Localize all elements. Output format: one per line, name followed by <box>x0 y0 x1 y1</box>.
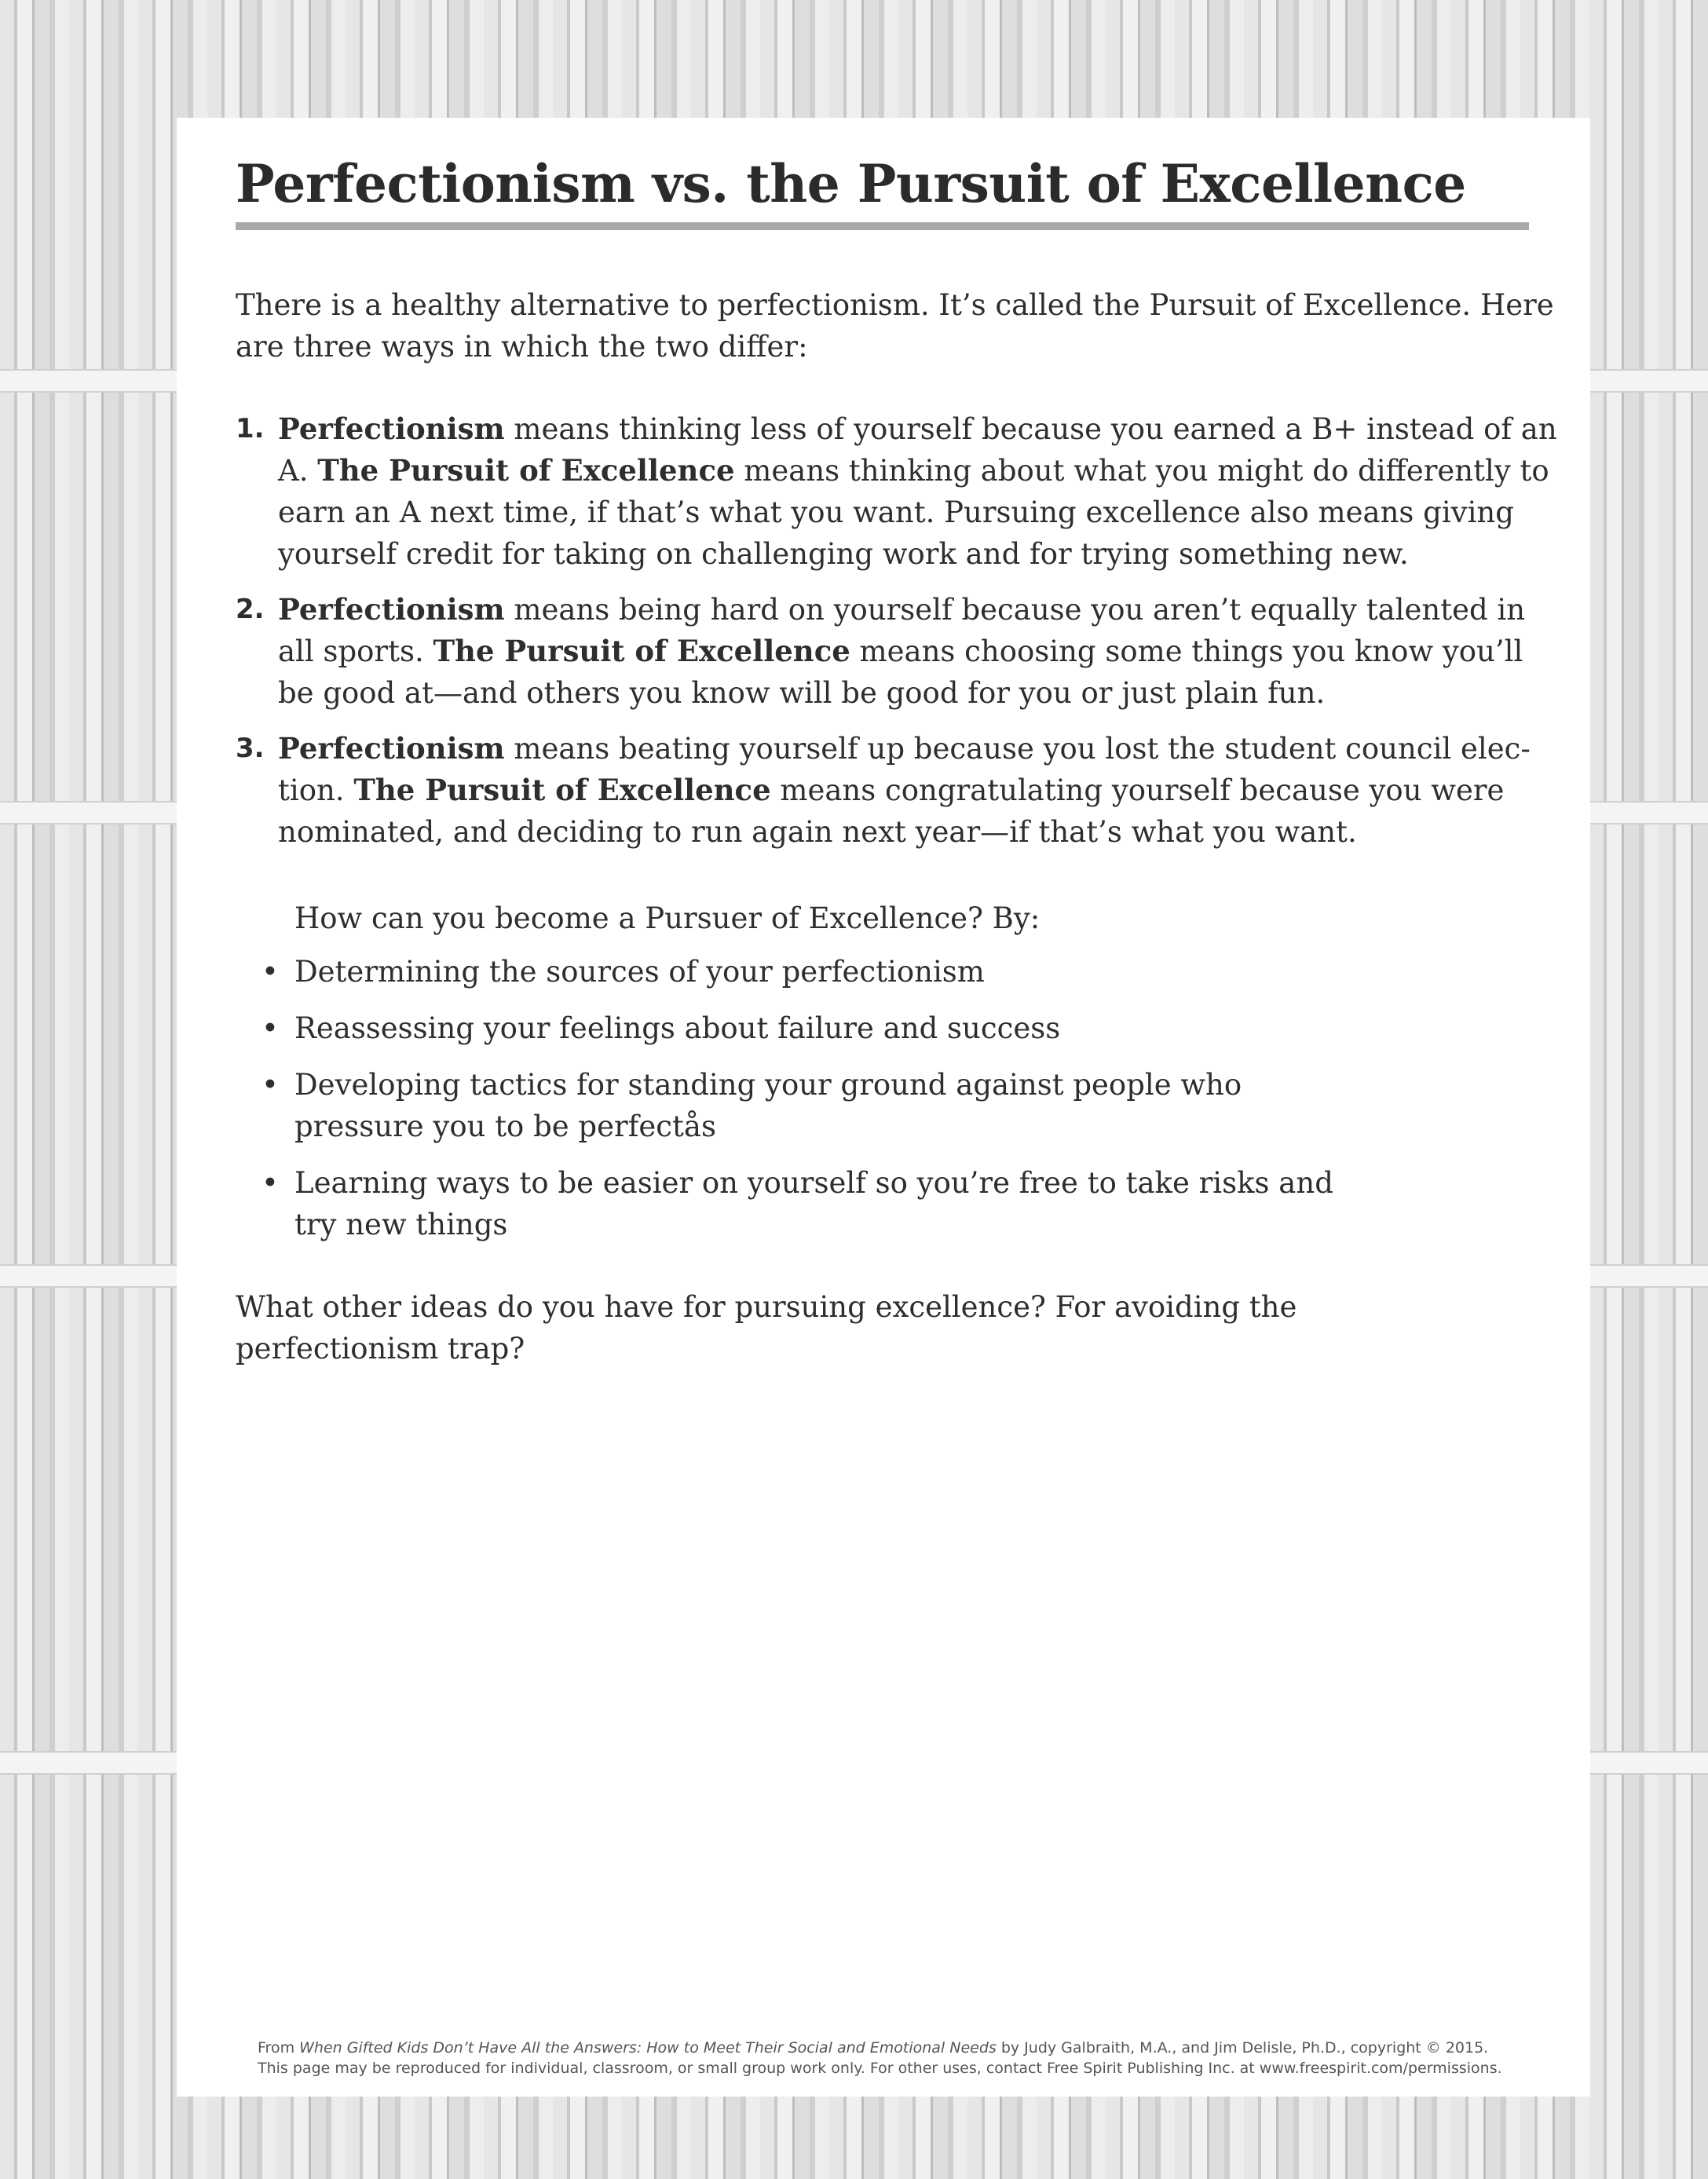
item-text: means being hard on yourself because you aren’t equally talented in all sports. <box>278 593 1526 668</box>
footer-from: From <box>258 2039 300 2057</box>
comparison-list <box>236 408 1563 867</box>
item-text: means thinking about what you might do differently to earn an A next time, if that’s what you want. Pursuing excellence also means giving yourself credit for taking on challenging work and for trying something new. <box>278 454 1549 571</box>
list-item <box>236 728 1563 853</box>
title-underline <box>236 222 1529 230</box>
list-item <box>236 589 1563 714</box>
list-item <box>262 1064 1361 1147</box>
item-text: means choosing some things you know you’ll be good at—and others you know will be good for you or just plain fun. <box>278 634 1523 710</box>
term-perfectionism: Perfectionism <box>278 411 505 446</box>
item-text: means beating yourself up because you lost the student council elec-tion. <box>278 732 1531 807</box>
list-number: 1. <box>236 413 265 444</box>
bullet-icon: • <box>262 1011 279 1045</box>
footer-credit: by Judy Galbraith, M.A., and Jim Delisle, Ph.D., copyright © 2015. <box>996 2039 1489 2057</box>
term-pursuit-of-excellence: The Pursuit of Excellence <box>353 773 771 807</box>
term-pursuit-of-excellence: The Pursuit of Excellence <box>433 634 850 668</box>
bullet-list <box>262 951 1361 1260</box>
term-perfectionism: Perfectionism <box>278 592 505 627</box>
bullet-text: Learning ways to be easier on yourself so you’re free to take risks and try new things <box>294 1166 1333 1241</box>
worksheet-page <box>177 118 1590 2097</box>
bullet-icon: • <box>262 1166 279 1200</box>
closing-paragraph: What other ideas do you have for pursuing excellence? For avoiding the perfectionism trap? <box>236 1290 1297 1366</box>
question-text: How can you become a Pursuer of Excellence? By: <box>294 901 1041 935</box>
list-number: 2. <box>236 594 265 625</box>
footer-credit-line <box>258 2038 1561 2058</box>
bullet-text: Reassessing your feelings about failure and success <box>294 1011 1061 1045</box>
term-pursuit-of-excellence: The Pursuit of Excellence <box>317 453 735 488</box>
list-item <box>236 408 1563 575</box>
page-title: Perfectionism vs. the Pursuit of Excellence <box>236 153 1466 214</box>
bullet-text: Developing tactics for standing your ground against people who pressure you to be perfectås <box>294 1068 1242 1143</box>
item-text: means congratulating yourself because you were nominated, and deciding to run again next year—if that’s what you want. <box>278 773 1505 849</box>
term-perfectionism: Perfectionism <box>278 731 505 766</box>
list-number: 3. <box>236 733 265 764</box>
book-title: When Gifted Kids Don’t Have All the Answers: How to Meet Their Social and Emotional Needs <box>299 2039 997 2057</box>
bullet-text: Determining the sources of your perfectionism <box>294 955 985 989</box>
bullet-icon: • <box>262 1068 279 1102</box>
bullet-icon: • <box>262 955 279 989</box>
list-item <box>262 951 1361 993</box>
intro-paragraph: There is a healthy alternative to perfectionism. It’s called the Pursuit of Excellence. Here are three ways in which the two differ: <box>236 288 1554 364</box>
copyright-footer <box>258 2038 1561 2078</box>
list-item <box>262 1007 1361 1049</box>
item-text: means thinking less of yourself because you earned a B+ instead of an A. <box>278 412 1557 488</box>
list-item <box>262 1162 1361 1245</box>
footer-permissions: This page may be reproduced for individual, classroom, or small group work only. For other uses, contact Free Spirit Publishing Inc. at www.freespirit.com/permissions. <box>258 2060 1502 2077</box>
